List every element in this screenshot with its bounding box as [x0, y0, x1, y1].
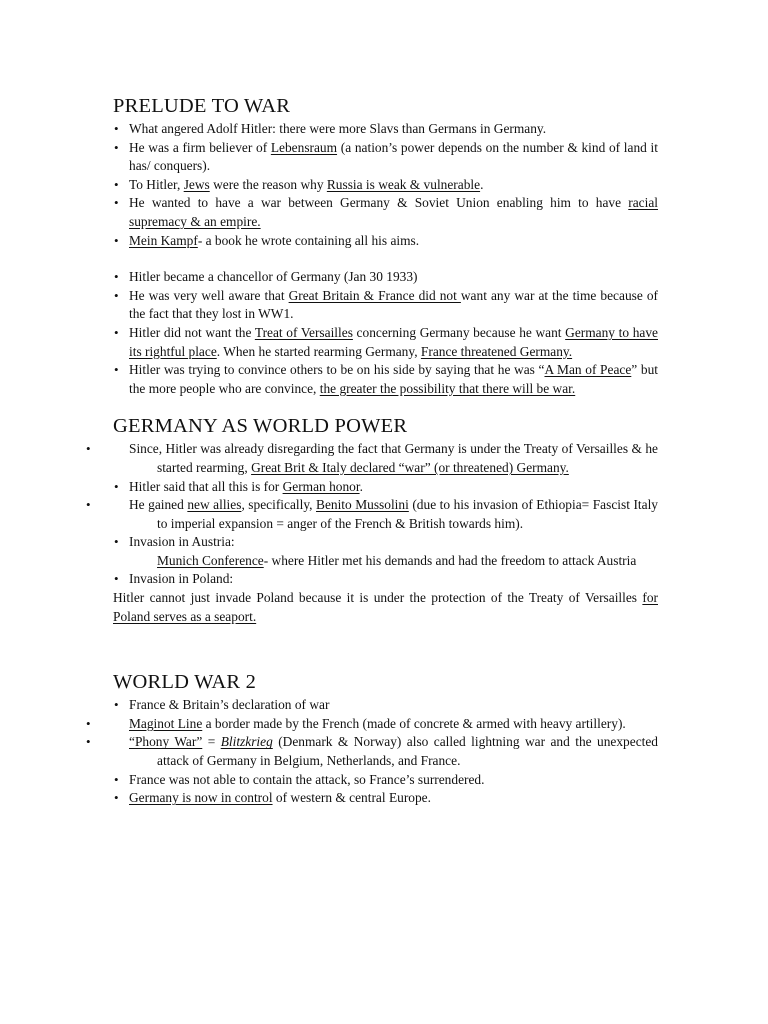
- paragraph: Hitler cannot just invade Poland because it is under the protection of the Treaty of Versailles for Poland serves as a seaport.: [113, 590, 658, 624]
- indented-paragraph: Munich Conference- where Hitler met his demands and had the freedom to attack Austria: [157, 552, 637, 568]
- document-page: [113, 92, 658, 808]
- section-title-world-power: GERMANY AS WORLD POWER: [113, 415, 408, 438]
- list-item: • France was not able to contain the attack, so France’s surrendered.: [113, 771, 658, 790]
- list-item: • What angered Adolf Hitler: there were more Slavs than Germans in Germany.: [113, 120, 658, 139]
- list-item: • He gained new allies, specifically, Benito Mussolini (due to his invasion of Ethiopia= Fascist Italy to imperial expansion = anger of the French & British towards him).: [113, 496, 658, 533]
- bullet-list-prelude-2: [113, 268, 658, 398]
- list-item: • Hitler said that all this is for German honor.: [113, 478, 658, 497]
- bullet-list-world-power: [113, 440, 658, 552]
- bullet-list-prelude: [113, 120, 658, 250]
- list-item: • Maginot Line a border made by the French (made of concrete & armed with heavy artillery).: [113, 715, 658, 734]
- list-item: • He was a firm believer of Lebensraum (a nation’s power depends on the number & kind of land it has/ conquers).: [113, 139, 658, 176]
- list-item: • He was very well aware that Great Britain & France did not want any war at the time because of the fact that they lost in WW1.: [113, 287, 658, 324]
- list-item: • Germany is now in control of western & central Europe.: [113, 789, 658, 808]
- list-item: • Mein Kampf- a book he wrote containing all his aims.: [113, 232, 658, 251]
- spacer: [113, 250, 658, 268]
- list-item: • Hitler did not want the Treat of Versailles concerning Germany because he want Germany to have its rightful place. When he started rearming Germany, France threatened Germany.: [113, 324, 658, 361]
- list-item: • Hitler became a chancellor of Germany (Jan 30 1933): [113, 268, 658, 287]
- section-title-prelude: PRELUDE TO WAR: [113, 95, 291, 117]
- bullet-list-world-war-2: [113, 696, 658, 808]
- list-item: • Hitler was trying to convince others to be on his side by saying that he was “A Man of Peace” but the more people who are convince, the greater the possibility that there will be war.: [113, 361, 658, 398]
- list-item: • Since, Hitler was already disregarding the fact that Germany is under the Treaty of Versailles & he started rearming, Great Brit & Italy declared “war” (or threatened) Germany.: [113, 440, 658, 477]
- list-item: • He wanted to have a war between Germany & Soviet Union enabling him to have racial supremacy & an empire.: [113, 194, 658, 231]
- section-title-world-war-2: WORLD WAR 2: [113, 671, 257, 694]
- bullet-list-world-power-2: [113, 570, 658, 589]
- list-item: • “Phony War” = Blitzkrieg (Denmark & Norway) also called lightning war and the unexpected attack of Germany in Belgium, Netherlands, and France.: [113, 733, 658, 770]
- list-item: • To Hitler, Jews were the reason why Russia is weak & vulnerable.: [113, 176, 658, 195]
- list-item: • France & Britain’s declaration of war: [113, 696, 658, 715]
- list-item: • Invasion in Poland:: [113, 570, 658, 589]
- list-item: • Invasion in Austria:: [113, 533, 658, 552]
